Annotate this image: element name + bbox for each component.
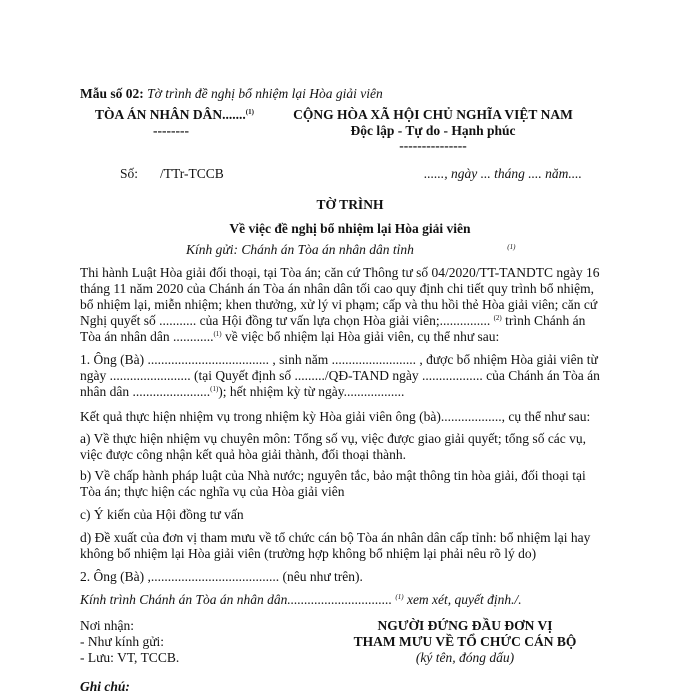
intro-footnote-1: (1) — [213, 330, 222, 338]
item2-line: 2. Ông (Bà) ,...................................... (nêu như trên). — [80, 569, 363, 584]
document-date: ......, ngày ... tháng .... năm.... — [424, 166, 582, 181]
closing-text: Kính trình Chánh án Tòa án nhân dân............................... — [80, 592, 393, 607]
intro-line-5-tail: về việc bổ nhiệm lại Hòa giải viên, cụ thể như sau: — [225, 329, 500, 344]
item1-line-3-tail: ); hết nhiệm kỳ từ ngày.................. — [218, 384, 405, 399]
intro-line-4-text: Nghị quyết số ........... của Hội đồng tư vấn lựa chọn Hòa giải viên;............... — [80, 313, 491, 328]
closing-footnote: (1) — [395, 593, 404, 601]
nation-title: CỘNG HÒA XÃ HỘI CHỦ NGHĨA VIỆT NAM — [293, 107, 573, 122]
document-subject: Về việc đề nghị bổ nhiệm lại Hòa giải viên — [229, 221, 471, 236]
item1-line-2: ngày ........................ (tại Quyết định số ........./QĐ-TAND ngày .................. của Chánh án Tòa án — [80, 368, 600, 383]
item-b-line-1: b) Về chấp hành pháp luật của Nhà nước; nguyên tắc, bảo mật thông tin hòa giải, đối thoại tại — [80, 468, 586, 483]
recipients-label: Nơi nhận: — [80, 618, 135, 633]
note-label: Ghi chú: — [80, 679, 130, 694]
item-d-line-2: không bổ nhiệm lại Hòa giải viên (trường hợp không bổ nhiệm lại phải nêu rõ lý do) — [80, 546, 537, 561]
intro-line-1: Thi hành Luật Hòa giải đối thoại, tại Tòa án; căn cứ Thông tư số 04/2020/TT-TANDTC ngày 16 — [80, 265, 600, 280]
closing-line — [80, 592, 620, 607]
intro-line-4 — [80, 313, 620, 328]
court-name — [95, 107, 254, 123]
signer-title-2: THAM MƯU VỀ TỔ CHỨC CÁN BỘ — [353, 634, 577, 649]
intro-line-4-tail: trình Chánh án — [505, 313, 586, 328]
recipient-footnote: (1) — [507, 243, 516, 251]
court-name-text: TÒA ÁN NHÂN DÂN....... — [95, 107, 246, 122]
item-b-line-2: Tòa án; thực hiện các nghĩa vụ của Hòa giải viên — [80, 484, 345, 499]
item1-line-3 — [80, 384, 620, 399]
item1-line-3-text: nhân dân ....................... — [80, 384, 211, 399]
signer-title-1: NGƯỜI ĐỨNG ĐẦU ĐƠN VỊ — [377, 618, 553, 633]
recipient-text: Kính gửi: Chánh án Tòa án nhân dân tỉnh — [186, 242, 414, 257]
intro-line-3: bổ nhiệm lại, miễn nhiệm; khen thưởng, xử lý vi phạm; cấp và thu hồi thẻ Hòa giải viên; căn cứ — [80, 297, 598, 312]
motto: Độc lập - Tự do - Hạnh phúc — [350, 123, 516, 138]
motto-divider: --------------- — [399, 138, 467, 153]
document-title: TỜ TRÌNH — [316, 197, 384, 212]
signer-note: (ký tên, đóng dấu) — [415, 650, 515, 665]
results-line: Kết quả thực hiện nhiệm vụ trong nhiệm kỳ Hòa giải viên ông (bà).................., cụ thể như sau: — [80, 409, 591, 424]
item-c-line: c) Ý kiến của Hội đồng tư vấn — [80, 507, 244, 522]
recipient-line — [186, 242, 515, 258]
intro-line-2: tháng 11 năm 2020 của Chánh án Tòa án nhân dân tối cao quy định chi tiết quy trình bổ nhiệm, — [80, 281, 595, 296]
item-a-line-1: a) Về thực hiện nhiệm vụ chuyên môn: Tổng số vụ, việc được giao giải quyết; tổng số các vụ, — [80, 431, 587, 446]
item1-footnote: (1) — [210, 385, 219, 393]
document-number-code: /TTr-TCCB — [160, 166, 224, 181]
intro-line-5-text: Tòa án nhân dân ............ — [80, 329, 214, 344]
item-d-line-1: d) Đề xuất của đơn vị tham mưu về tổ chức cán bộ Tòa án nhân dân cấp tỉnh: bổ nhiệm lại hay — [80, 530, 591, 545]
form-number: Mẫu số 02: — [80, 86, 144, 101]
document-number-label: Số: — [120, 166, 139, 181]
closing-tail: xem xét, quyết định./. — [406, 592, 522, 607]
intro-footnote-2: (2) — [493, 314, 502, 322]
recipients-item-1: - Như kính gửi: — [80, 634, 165, 649]
item1-line-1: 1. Ông (Bà) .................................... , sinh năm ......................... , được bổ nhiệm Hòa giải viên từ — [80, 352, 598, 367]
recipients-item-2: - Lưu: VT, TCCB. — [80, 650, 180, 665]
form-title: Tờ trình đề nghị bổ nhiệm lại Hòa giải viên — [147, 86, 383, 101]
intro-line-5 — [80, 329, 620, 344]
form-label-line — [80, 86, 383, 102]
court-footnote: (1) — [245, 108, 254, 116]
court-divider: -------- — [153, 123, 189, 138]
item-a-line-2: việc được công nhận kết quả hòa giải thành, đối thoại thành. — [80, 447, 406, 462]
